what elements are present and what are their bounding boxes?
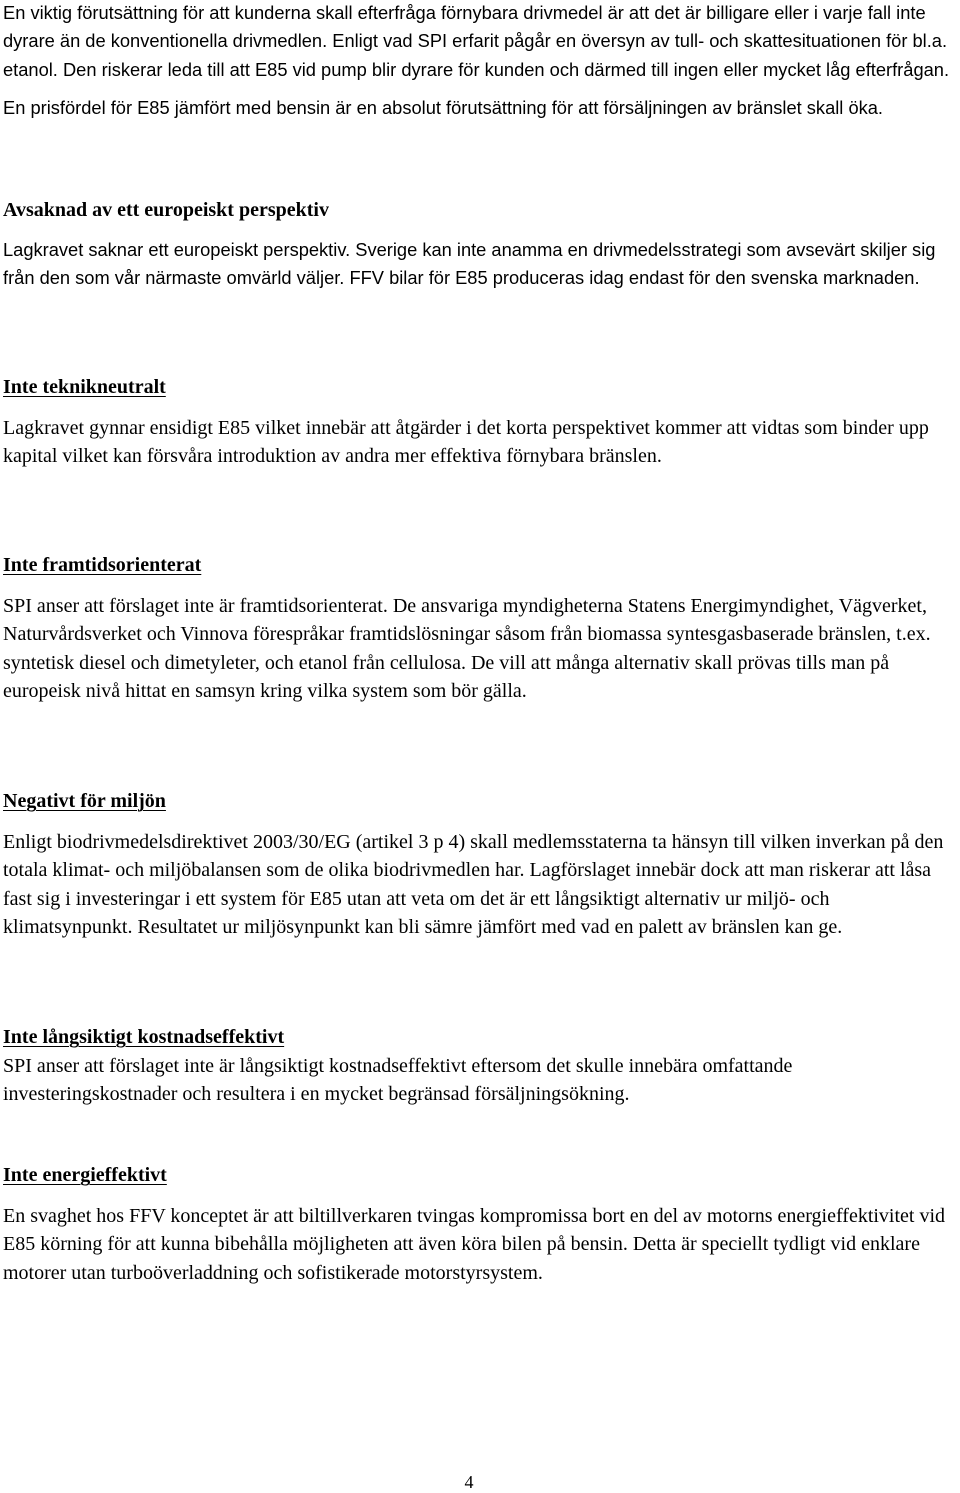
- paragraph-european-perspective: [3, 236, 958, 293]
- heading-not-technology-neutral: Inte teknikneutralt: [3, 376, 166, 398]
- paragraph-negative-environment: [3, 828, 958, 941]
- heading-european-perspective: Avsaknad av ett europeiskt perspektiv: [3, 199, 329, 221]
- paragraph-not-future-oriented-text: SPI anser att förslaget inte är framtidsorienterat. De ansvariga myndigheterna Statens Energimyndighet, Vägverket, Naturvårdsverket och Vinnova förespråkar framtidslösningar såsom från biomassa syntesgasbaserade bränslen, t.ex. syntetisk diesel och dimetyleter, och etanol från cellulosa. De vill att många alternativ skall prövas tills man på europeisk nivå hittat en samsyn kring vilka system som bör gälla.: [3, 595, 931, 702]
- page-number: 4: [464, 1472, 474, 1492]
- paragraph-not-future-oriented: [3, 592, 958, 705]
- price-advantage-text: En prisfördel för E85 jämfört med bensin är en absolut förutsättning för att försäljningen av bränslet skall öka.: [3, 96, 883, 118]
- heading-negative-environment: Negativt för miljön: [3, 790, 166, 812]
- paragraph-not-cost-effective-text: SPI anser att förslaget inte är långsiktigt kostnadseffektivt eftersom det skulle innebära omfattande investeringskostnader och resultera i en mycket begränsad försäljningsökning.: [3, 1055, 793, 1106]
- heading-not-future-oriented: Inte framtidsorienterat: [3, 554, 202, 576]
- intro-paragraph: [3, 0, 958, 122]
- paragraph-european-perspective-text: Lagkravet saknar ett europeiskt perspektiv. Sverige kan inte anamma en drivmedelsstrategi som avsevärt skiljer sig från den som vår närmaste omvärld väljer. FFV bilar för E85 produceras idag endast för den svenska marknaden.: [3, 239, 936, 289]
- intro-paragraph-text: En viktig förutsättning för att kunderna skall efterfråga förnybara drivmedel är att det är billigare eller i varje fall inte dyrare än de konventionella drivmedlen. Enligt vad SPI erfarit pågår en översyn av tull- och skattesituationen för bl.a. etanol. Den riskerar leda till att E85 vid pump blir dyrare för kunden och därmed till ingen eller mycket låg efterfrågan.: [3, 2, 950, 80]
- paragraph-not-technology-neutral-text: Lagkravet gynnar ensidigt E85 vilket innebär att åtgärder i det korta perspektivet kommer att vidtas som binder upp kapital vilket kan försvåra introduktion av andra mer effektiva förnybara bränslen.: [3, 417, 929, 468]
- paragraph-not-energy-efficient-text: En svaghet hos FFV konceptet är att biltillverkaren tvingas kompromissa bort en del av motorns energieffektivitet vid E85 körning för att kunna bibehålla möjligheten att även köra bilen på bensin. Detta är speciellt tydligt vid enklare motorer utan turboöverladdning och sofistikerade motorstyrsystem.: [3, 1205, 946, 1284]
- paragraph-not-energy-efficient: [3, 1202, 958, 1287]
- heading-not-cost-effective: Inte långsiktigt kostnadseffektivt: [3, 1026, 285, 1048]
- paragraph-negative-environment-text: Enligt biodrivmedelsdirektivet 2003/30/EG (artikel 3 p 4) skall medlemsstaterna ta hänsyn till vilken inverkan på den totala klimat- och miljöbalansen som de olika biodrivmedlen har. Lagförslaget innebär dock att man riskerar att låsa fast sig i investeringar i ett system för E85 utan att veta om det är ett långsiktigt alternativ ur miljö- och klimatsynpunkt. Resultatet ur miljösynpunkt kan bli sämre jämfört med vad en palett av bränslen kan ge.: [3, 831, 944, 938]
- paragraph-not-technology-neutral: [3, 414, 958, 471]
- heading-not-energy-efficient: Inte energieffektivt: [3, 1164, 167, 1186]
- paragraph-not-cost-effective: [3, 1052, 958, 1109]
